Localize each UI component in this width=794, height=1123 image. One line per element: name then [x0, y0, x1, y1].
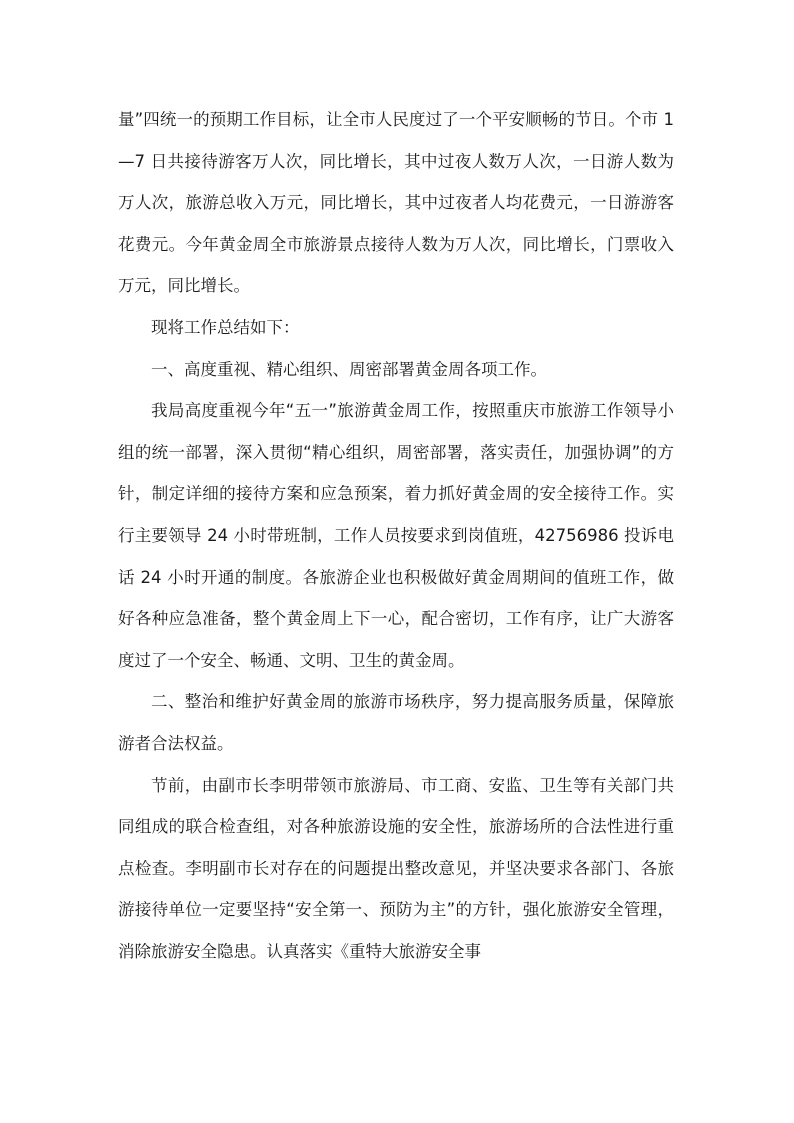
document-body: [118, 99, 674, 972]
paragraph-summary-lead: 现将工作总结如下：: [151, 317, 300, 337]
section-heading-1: 一、高度重视、精心组织、周密部署黄金周各项工作。: [151, 359, 547, 379]
paragraph-intro: 量”四统一的预期工作目标，让全市人民度过了一个平安顺畅的节日。个市 1—7 日共接待游客万人次，同比增长，其中过夜人数万人次，一日游人数为万人次，旅游总收入万元，同比增长，其中过夜者人均花费元，一日游游客花费元。今年黄金周全市旅游景点接待人数为万人次，同比增长，门票收入万元，同比增长。: [118, 110, 674, 296]
section-heading-2: 二、整治和维护好黄金周的旅游市场秩序，努力提高服务质量，保障旅游者合法权益。: [118, 692, 674, 753]
paragraph-section-1: 我局高度重视今年“五一”旅游黄金周工作，按照重庆市旅游工作领导小组的统一部署，深入贯彻“精心组织，周密部署，落实责任，加强协调”的方针，制定详细的接待方案和应急预案，着力抓好黄金周的安全接待工作。实行主要领导 24 小时带班制，工作人员按要求到岗值班，42756986 投诉电话 24 小时开通的制度。各旅游企业也积极做好黄金周期间的值班工作，做好各种应急准备，整个黄金周上下一心，配合密切，工作有序，让广大游客度过了一个安全、畅通、文明、卫生的黄金周。: [118, 401, 674, 670]
paragraph-section-2: 节前，由副市长李明带领市旅游局、市工商、安监、卫生等有关部门共同组成的联合检查组，对各种旅游设施的安全性，旅游场所的合法性进行重点检查。李明副市长对存在的问题提出整改意见，并坚决要求各部门、各旅游接待单位一定要坚持“安全第一、预防为主”的方针，强化旅游安全管理，消除旅游安全隐患。认真落实《重特大旅游安全事: [118, 775, 674, 961]
